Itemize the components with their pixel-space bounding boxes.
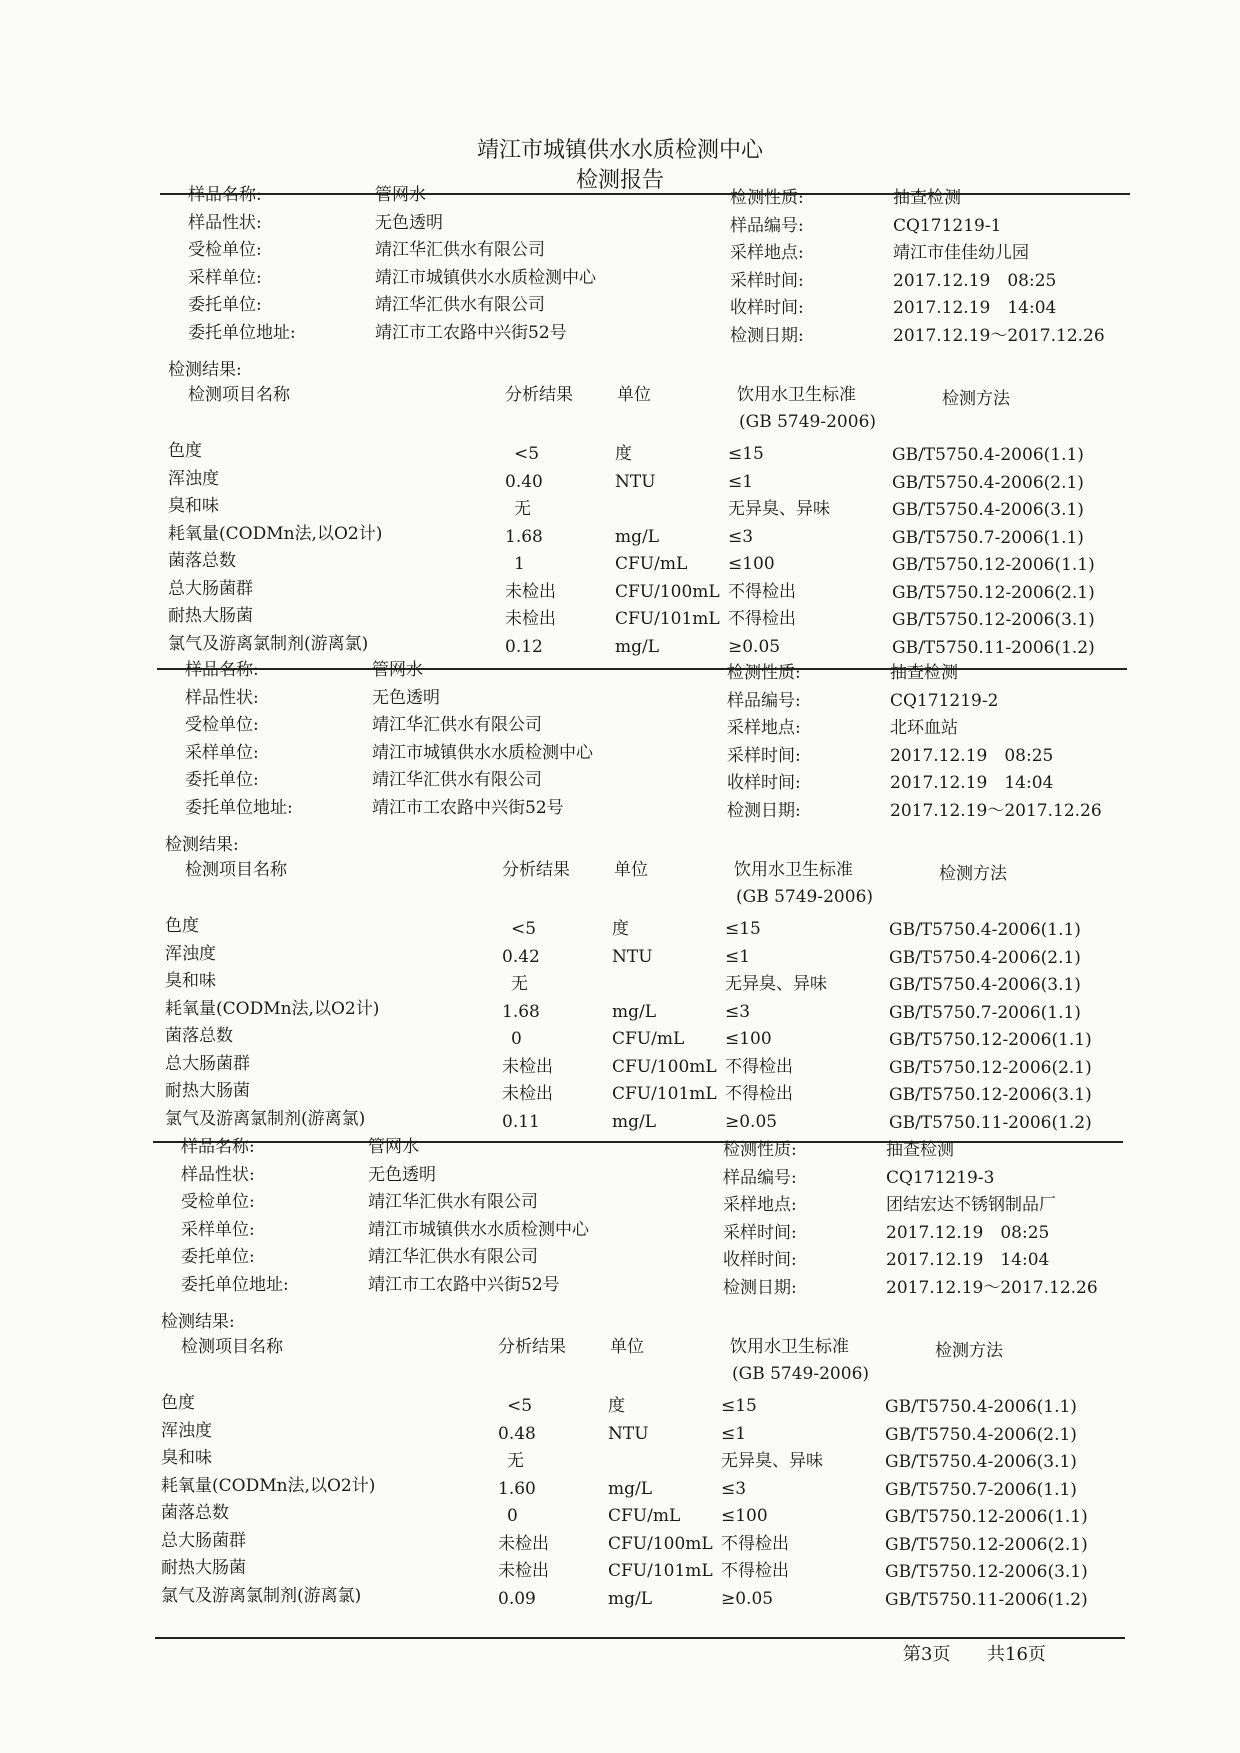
result-item: 菌落总数 — [165, 1026, 233, 1046]
result-item: 耗氧量(CODMn法,以O2计) — [161, 1475, 376, 1496]
result-standard: 不得检出 — [725, 1056, 793, 1077]
result-standard: 无异臭、异味 — [721, 1451, 823, 1471]
info-label: 委托单位: — [185, 770, 259, 790]
result-item: 浑浊度 — [161, 1420, 212, 1441]
result-value: 0 — [507, 1506, 518, 1526]
info-label: 采样单位: — [188, 267, 262, 288]
result-unit: 度 — [608, 1396, 625, 1416]
results-label: 检测结果: — [161, 1312, 235, 1332]
info-label: 委托单位地址: — [185, 797, 293, 818]
result-method: GB/T5750.7-2006(1.1) — [885, 1479, 1077, 1500]
info-label: 受检单位: — [188, 240, 262, 260]
info-value: 靖江华汇供水有限公司 — [372, 770, 542, 790]
column-header: 检测方法 — [939, 864, 1007, 884]
result-standard: ≥0.05 — [725, 1111, 778, 1132]
info-label: 样品编号: — [727, 690, 801, 711]
info-label: 委托单位: — [188, 295, 262, 315]
result-item: 臭和味 — [165, 971, 216, 991]
info-label: 检测日期: — [723, 1277, 797, 1298]
info-value: 2017.12.19～2017.12.26 — [886, 1277, 1098, 1298]
info-value: 2017.12.19 08:25 — [886, 1222, 1050, 1243]
result-value: 未检出 — [498, 1561, 549, 1581]
column-header: 饮用水卫生标准 — [730, 1337, 849, 1357]
info-value: 2017.12.19 14:04 — [893, 298, 1057, 318]
result-item: 耐热大肠菌 — [165, 1081, 250, 1101]
result-value: 未检出 — [502, 1056, 553, 1077]
result-value: 无 — [507, 1451, 524, 1471]
column-header: (GB 5749-2006) — [739, 412, 877, 432]
info-label: 收样时间: — [723, 1250, 797, 1270]
result-standard: ≤1 — [725, 946, 751, 967]
column-header: 单位 — [610, 1337, 644, 1357]
info-label: 检测性质: — [727, 663, 801, 683]
result-value: 未检出 — [505, 581, 556, 602]
result-item: 色度 — [161, 1393, 195, 1413]
info-value: 靖江市工农路中兴街52号 — [372, 797, 564, 818]
result-value: <5 — [514, 444, 540, 464]
column-header: 检测项目名称 — [185, 860, 287, 880]
info-label: 收样时间: — [727, 773, 801, 793]
column-header: 检测方法 — [942, 389, 1010, 409]
info-value: CQ171219-3 — [886, 1167, 995, 1188]
result-item: 耐热大肠菌 — [161, 1558, 246, 1578]
document-title: 检测报告 — [575, 168, 664, 193]
result-unit: mg/L — [612, 1111, 657, 1132]
column-header: 单位 — [614, 860, 648, 880]
result-unit: mg/L — [612, 1001, 657, 1022]
info-label: 采样时间: — [723, 1222, 797, 1243]
result-value: <5 — [511, 919, 537, 939]
info-value: 2017.12.19～2017.12.26 — [893, 325, 1105, 346]
result-item: 氯气及游离氯制剂(游离氯) — [168, 633, 369, 654]
result-standard: 无异臭、异味 — [728, 499, 830, 519]
result-standard: ≤1 — [728, 471, 754, 492]
info-label: 受检单位: — [185, 715, 259, 735]
info-label: 样品名称: — [185, 660, 259, 680]
result-standard: 不得检出 — [725, 1084, 793, 1104]
info-value: 2017.12.19 14:04 — [886, 1250, 1050, 1270]
info-value: 靖江华汇供水有限公司 — [375, 240, 545, 260]
footer-rule — [155, 1637, 1125, 1639]
result-item: 耐热大肠菌 — [168, 606, 253, 626]
result-unit: CFU/101mL — [608, 1561, 713, 1581]
result-standard: 不得检出 — [728, 581, 796, 602]
result-method: GB/T5750.4-2006(2.1) — [889, 947, 1081, 968]
info-label: 检测日期: — [730, 325, 804, 346]
result-value: 无 — [514, 499, 531, 519]
result-value: 1.68 — [505, 526, 543, 547]
info-value: 无色透明 — [372, 687, 440, 708]
column-header: (GB 5749-2006) — [732, 1364, 870, 1384]
column-header: (GB 5749-2006) — [736, 887, 874, 907]
result-unit: NTU — [608, 1423, 649, 1444]
info-label: 采样单位: — [181, 1219, 255, 1240]
info-label: 受检单位: — [181, 1192, 255, 1212]
info-value: 2017.12.19 08:25 — [890, 745, 1054, 766]
column-header: 饮用水卫生标准 — [734, 860, 853, 880]
result-value: 未检出 — [498, 1533, 549, 1554]
result-item: 总大肠菌群 — [165, 1053, 250, 1074]
info-value: 无色透明 — [368, 1164, 436, 1185]
result-value: 无 — [511, 974, 528, 994]
info-value: 靖江华汇供水有限公司 — [375, 295, 545, 315]
info-value: 靖江市工农路中兴街52号 — [368, 1274, 560, 1295]
result-standard: 无异臭、异味 — [725, 974, 827, 994]
result-value: 未检出 — [505, 609, 556, 629]
result-item: 菌落总数 — [168, 551, 236, 571]
result-method: GB/T5750.12-2006(3.1) — [892, 610, 1095, 630]
result-item: 总大肠菌群 — [168, 578, 253, 599]
result-method: GB/T5750.4-2006(2.1) — [892, 472, 1084, 493]
column-header: 分析结果 — [505, 385, 573, 405]
info-value: 抽查检测 — [886, 1140, 954, 1160]
result-method: GB/T5750.12-2006(3.1) — [885, 1562, 1088, 1582]
result-method: GB/T5750.12-2006(1.1) — [885, 1507, 1088, 1527]
result-standard: ≤100 — [721, 1506, 768, 1526]
column-header: 饮用水卫生标准 — [737, 385, 856, 405]
info-label: 收样时间: — [730, 298, 804, 318]
info-value: 靖江市佳佳幼儿园 — [893, 243, 1029, 263]
result-method: GB/T5750.4-2006(3.1) — [889, 975, 1081, 995]
result-standard: ≥0.05 — [728, 636, 781, 657]
result-method: GB/T5750.11-2006(1.2) — [889, 1112, 1092, 1133]
info-value: 靖江华汇供水有限公司 — [368, 1192, 538, 1212]
result-method: GB/T5750.12-2006(1.1) — [889, 1030, 1092, 1050]
result-item: 臭和味 — [168, 496, 219, 516]
info-value: 管网水 — [372, 660, 423, 680]
result-value: 1.68 — [502, 1001, 540, 1022]
result-unit: mg/L — [615, 636, 660, 657]
result-standard: ≤1 — [721, 1423, 747, 1444]
info-label: 采样时间: — [727, 745, 801, 766]
info-value: 抽查检测 — [890, 663, 958, 683]
info-value: 无色透明 — [375, 212, 443, 233]
result-unit: CFU/mL — [615, 554, 688, 574]
info-label: 样品编号: — [723, 1167, 797, 1188]
result-item: 色度 — [168, 441, 202, 461]
section-rule — [157, 668, 1127, 670]
info-label: 采样地点: — [727, 718, 801, 738]
result-unit: 度 — [612, 919, 629, 939]
info-label: 样品名称: — [181, 1137, 255, 1157]
result-item: 臭和味 — [161, 1448, 212, 1468]
result-unit: CFU/100mL — [608, 1533, 713, 1554]
result-method: GB/T5750.12-2006(2.1) — [889, 1057, 1092, 1078]
result-value: 0.48 — [498, 1423, 536, 1444]
info-label: 委托单位地址: — [188, 322, 296, 343]
result-item: 浑浊度 — [165, 943, 216, 964]
info-value: 靖江市城镇供水水质检测中心 — [375, 267, 596, 288]
result-standard: 不得检出 — [721, 1533, 789, 1554]
info-label: 样品性状: — [181, 1164, 255, 1185]
result-unit: mg/L — [615, 526, 660, 547]
info-label: 采样地点: — [723, 1195, 797, 1215]
info-label: 委托单位: — [181, 1247, 255, 1267]
info-value: 靖江市工农路中兴街52号 — [375, 322, 567, 343]
result-method: GB/T5750.11-2006(1.2) — [892, 637, 1095, 658]
info-label: 样品名称: — [188, 185, 262, 205]
result-standard: 不得检出 — [721, 1561, 789, 1581]
result-item: 耗氧量(CODMn法,以O2计) — [165, 998, 380, 1019]
result-standard: ≤15 — [721, 1396, 757, 1416]
result-item: 氯气及游离氯制剂(游离氯) — [161, 1585, 362, 1606]
result-item: 总大肠菌群 — [161, 1530, 246, 1551]
result-unit: NTU — [615, 471, 656, 492]
page-number: 第3页 — [903, 1644, 951, 1665]
result-value: 0 — [511, 1029, 522, 1049]
result-method: GB/T5750.12-2006(1.1) — [892, 555, 1095, 575]
result-standard: ≤100 — [725, 1029, 772, 1049]
result-method: GB/T5750.12-2006(2.1) — [892, 582, 1095, 603]
result-item: 氯气及游离氯制剂(游离氯) — [165, 1108, 366, 1129]
result-method: GB/T5750.11-2006(1.2) — [885, 1589, 1088, 1610]
result-item: 浑浊度 — [168, 468, 219, 489]
result-item: 菌落总数 — [161, 1503, 229, 1523]
result-item: 色度 — [165, 916, 199, 936]
result-method: GB/T5750.7-2006(1.1) — [889, 1002, 1081, 1023]
result-standard: ≤100 — [728, 554, 775, 574]
result-standard: 不得检出 — [728, 609, 796, 629]
result-unit: CFU/100mL — [612, 1056, 717, 1077]
result-standard: ≤15 — [725, 919, 761, 939]
info-label: 样品编号: — [730, 215, 804, 236]
info-value: CQ171219-2 — [890, 690, 999, 711]
info-value: 北环血站 — [890, 718, 958, 738]
result-unit: CFU/100mL — [615, 581, 720, 602]
result-standard: ≤3 — [721, 1478, 747, 1499]
info-label: 检测性质: — [730, 188, 804, 208]
result-item: 耗氧量(CODMn法,以O2计) — [168, 523, 383, 544]
result-unit: 度 — [615, 444, 632, 464]
page-total: 共16页 — [987, 1644, 1046, 1665]
section-rule — [153, 1141, 1123, 1143]
info-label: 检测性质: — [723, 1140, 797, 1160]
result-method: GB/T5750.4-2006(1.1) — [892, 445, 1084, 465]
column-header: 检测项目名称 — [188, 385, 290, 405]
result-unit: NTU — [612, 946, 653, 967]
column-header: 单位 — [617, 385, 651, 405]
column-header: 分析结果 — [498, 1337, 566, 1357]
result-value: 1.60 — [498, 1478, 536, 1499]
info-label: 采样单位: — [185, 742, 259, 763]
info-value: 靖江华汇供水有限公司 — [372, 715, 542, 735]
page-title: 靖江市城镇供水水质检测中心 — [476, 138, 763, 163]
result-method: GB/T5750.4-2006(2.1) — [885, 1424, 1077, 1445]
result-method: GB/T5750.4-2006(3.1) — [892, 500, 1084, 520]
info-value: 2017.12.19 14:04 — [890, 773, 1054, 793]
result-value: 0.11 — [502, 1111, 540, 1132]
result-value: 0.09 — [498, 1588, 536, 1609]
result-unit: mg/L — [608, 1588, 653, 1609]
result-value: 未检出 — [502, 1084, 553, 1104]
result-value: 1 — [514, 554, 525, 574]
result-standard: ≥0.05 — [721, 1588, 774, 1609]
result-method: GB/T5750.12-2006(3.1) — [889, 1085, 1092, 1105]
result-unit: CFU/101mL — [612, 1084, 717, 1104]
result-value: 0.42 — [502, 946, 540, 967]
results-label: 检测结果: — [168, 360, 242, 380]
info-value: 靖江市城镇供水水质检测中心 — [368, 1219, 589, 1240]
info-value: 2017.12.19～2017.12.26 — [890, 800, 1102, 821]
info-label: 委托单位地址: — [181, 1274, 289, 1295]
info-label: 检测日期: — [727, 800, 801, 821]
info-value: CQ171219-1 — [893, 215, 1002, 236]
column-header: 检测方法 — [935, 1341, 1003, 1361]
info-value: 抽查检测 — [893, 188, 961, 208]
info-label: 样品性状: — [185, 687, 259, 708]
info-value: 管网水 — [375, 185, 426, 205]
result-method: GB/T5750.4-2006(1.1) — [885, 1397, 1077, 1417]
result-method: GB/T5750.7-2006(1.1) — [892, 527, 1084, 548]
info-label: 样品性状: — [188, 212, 262, 233]
column-header: 检测项目名称 — [181, 1337, 283, 1357]
result-standard: ≤3 — [725, 1001, 751, 1022]
info-value: 2017.12.19 08:25 — [893, 270, 1057, 291]
info-value: 团结宏达不锈钢制品厂 — [886, 1195, 1056, 1215]
result-method: GB/T5750.4-2006(3.1) — [885, 1452, 1077, 1472]
info-value: 靖江市城镇供水水质检测中心 — [372, 742, 593, 763]
result-unit: CFU/mL — [612, 1029, 685, 1049]
result-standard: ≤3 — [728, 526, 754, 547]
info-value: 靖江华汇供水有限公司 — [368, 1247, 538, 1267]
result-value: 0.12 — [505, 636, 543, 657]
result-value: 0.40 — [505, 471, 543, 492]
result-value: <5 — [507, 1396, 533, 1416]
result-unit: CFU/101mL — [615, 609, 720, 629]
results-label: 检测结果: — [165, 835, 239, 855]
info-label: 采样时间: — [730, 270, 804, 291]
result-method: GB/T5750.4-2006(1.1) — [889, 920, 1081, 940]
result-standard: ≤15 — [728, 444, 764, 464]
result-unit: CFU/mL — [608, 1506, 681, 1526]
result-unit: mg/L — [608, 1478, 653, 1499]
column-header: 分析结果 — [502, 860, 570, 880]
info-label: 采样地点: — [730, 243, 804, 263]
result-method: GB/T5750.12-2006(2.1) — [885, 1534, 1088, 1555]
info-value: 管网水 — [368, 1137, 419, 1157]
